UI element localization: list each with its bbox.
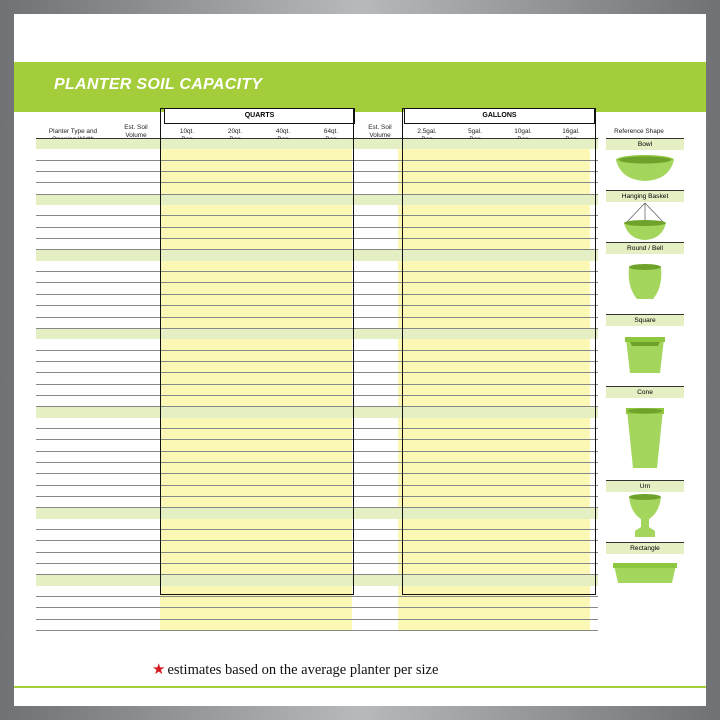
gallons-spacer xyxy=(352,508,398,519)
size-cell xyxy=(36,530,112,541)
size-cell xyxy=(36,586,112,597)
est-quarts-cell xyxy=(112,541,160,552)
size-cell xyxy=(36,339,112,350)
col-reference-shape xyxy=(606,128,672,136)
size-cell xyxy=(36,239,112,250)
est-quarts-cell xyxy=(112,160,160,171)
est-quarts-cell xyxy=(112,149,160,160)
gallon-bag-cell xyxy=(542,608,590,619)
table-row xyxy=(36,608,598,619)
header-line: 10qt. xyxy=(179,128,195,135)
est-gallons-cell xyxy=(352,564,398,575)
est-quarts-cell xyxy=(112,619,160,630)
size-cell xyxy=(36,462,112,473)
quart-bag-cell xyxy=(160,597,208,608)
est-gallons-cell xyxy=(352,552,398,563)
size-cell xyxy=(36,261,112,272)
category-name xyxy=(36,139,160,150)
gallons-spacer xyxy=(352,407,398,418)
header-line: 5gal. xyxy=(468,128,482,135)
quart-bag-cell xyxy=(304,608,352,619)
header-line: Reference Shape xyxy=(614,128,664,135)
est-gallons-cell xyxy=(352,149,398,160)
bowl-planter-icon xyxy=(613,154,677,189)
size-cell xyxy=(36,272,112,283)
shape-label: Round / Bell xyxy=(606,242,684,254)
size-cell xyxy=(36,183,112,194)
category-name xyxy=(36,508,160,519)
cone-planter-icon xyxy=(625,406,665,475)
category-name xyxy=(36,250,160,261)
size-cell xyxy=(36,361,112,372)
gallon-bag-cell xyxy=(446,597,494,608)
table-row xyxy=(36,619,598,630)
size-cell xyxy=(36,216,112,227)
est-quarts-cell xyxy=(112,239,160,250)
header-line: 2.5gal. xyxy=(417,128,437,135)
gallon-bag-cell xyxy=(398,597,446,608)
header-line: Est. Soil xyxy=(124,124,148,131)
est-gallons-cell xyxy=(352,261,398,272)
est-gallons-cell xyxy=(352,172,398,183)
capacity-card xyxy=(14,14,706,706)
gallon-bag-cell xyxy=(494,608,542,619)
quart-bag-cell xyxy=(160,608,208,619)
est-quarts-cell xyxy=(112,564,160,575)
est-quarts-cell xyxy=(112,474,160,485)
est-quarts-cell xyxy=(112,283,160,294)
est-gallons-cell xyxy=(352,160,398,171)
gallons-group-header: GALLONS xyxy=(404,108,595,124)
gallons-spacer xyxy=(352,194,398,205)
rectangle-planter-icon xyxy=(612,561,678,590)
est-quarts-cell xyxy=(112,395,160,406)
header-line: Est. Soil xyxy=(368,124,392,131)
row-end xyxy=(590,608,598,619)
gallons-spacer xyxy=(352,575,398,586)
bell-planter-icon xyxy=(625,263,665,308)
est-quarts-cell xyxy=(112,261,160,272)
header-line: Volume xyxy=(125,132,147,139)
est-quarts-cell xyxy=(112,272,160,283)
est-gallons-cell xyxy=(352,294,398,305)
est-gallons-cell xyxy=(352,485,398,496)
est-gallons-cell xyxy=(352,608,398,619)
size-cell xyxy=(36,160,112,171)
header-line: 16gal. xyxy=(562,128,580,135)
est-gallons-cell xyxy=(352,619,398,630)
gallons-spacer xyxy=(352,250,398,261)
size-cell xyxy=(36,418,112,429)
gallon-bag-cell xyxy=(446,619,494,630)
est-gallons-cell xyxy=(352,361,398,372)
quart-bag-cell xyxy=(208,597,256,608)
est-gallons-cell xyxy=(352,205,398,216)
size-cell xyxy=(36,350,112,361)
est-gallons-cell xyxy=(352,474,398,485)
quart-bag-cell xyxy=(160,619,208,630)
shape-label: Urn xyxy=(606,480,684,492)
est-gallons-cell xyxy=(352,384,398,395)
header-line: 40qt. xyxy=(275,128,291,135)
est-quarts-cell xyxy=(112,462,160,473)
quart-bag-cell xyxy=(256,597,304,608)
gallon-bag-cell xyxy=(542,597,590,608)
size-cell xyxy=(36,428,112,439)
quart-bag-cell xyxy=(256,619,304,630)
size-cell xyxy=(36,440,112,451)
est-gallons-cell xyxy=(352,272,398,283)
size-cell xyxy=(36,294,112,305)
size-cell xyxy=(36,373,112,384)
est-quarts-cell xyxy=(112,361,160,372)
size-cell xyxy=(36,619,112,630)
urn-planter-icon xyxy=(625,493,665,544)
header-line: 10gal. xyxy=(514,128,532,135)
gallon-bag-cell xyxy=(398,619,446,630)
row-end xyxy=(590,619,598,630)
est-gallons-cell xyxy=(352,428,398,439)
size-cell xyxy=(36,497,112,508)
est-gallons-cell xyxy=(352,373,398,384)
size-cell xyxy=(36,172,112,183)
size-cell xyxy=(36,451,112,462)
gallon-bag-cell xyxy=(398,608,446,619)
size-cell xyxy=(36,608,112,619)
est-gallons-cell xyxy=(352,339,398,350)
quart-bag-cell xyxy=(304,597,352,608)
est-quarts-cell xyxy=(112,497,160,508)
quart-bag-cell xyxy=(304,619,352,630)
size-cell xyxy=(36,149,112,160)
est-gallons-cell xyxy=(352,519,398,530)
est-gallons-cell xyxy=(352,530,398,541)
shape-label: Square xyxy=(606,314,684,326)
header-line: Planter Type and xyxy=(48,128,98,135)
est-quarts-cell xyxy=(112,350,160,361)
gallons-group-box xyxy=(402,108,596,595)
est-quarts-cell xyxy=(112,172,160,183)
est-quarts-cell xyxy=(112,205,160,216)
category-name xyxy=(36,194,160,205)
est-gallons-cell xyxy=(352,541,398,552)
est-gallons-cell xyxy=(352,227,398,238)
gallon-bag-cell xyxy=(542,619,590,630)
est-quarts-cell xyxy=(112,586,160,597)
est-quarts-cell xyxy=(112,227,160,238)
est-gallons-cell xyxy=(352,497,398,508)
est-quarts-cell xyxy=(112,384,160,395)
est-gallons-cell xyxy=(352,418,398,429)
size-cell xyxy=(36,395,112,406)
est-gallons-cell xyxy=(352,586,398,597)
square-planter-icon xyxy=(624,335,666,380)
size-cell xyxy=(36,552,112,563)
est-quarts-cell xyxy=(112,418,160,429)
size-cell xyxy=(36,306,112,317)
est-quarts-cell xyxy=(112,216,160,227)
shape-label: Cone xyxy=(606,386,684,398)
est-quarts-cell xyxy=(112,530,160,541)
est-gallons-cell xyxy=(352,451,398,462)
est-quarts-cell xyxy=(112,306,160,317)
shape-label: Rectangle xyxy=(606,542,684,554)
est-quarts-cell xyxy=(112,597,160,608)
gallon-bag-cell xyxy=(494,619,542,630)
quart-bag-cell xyxy=(208,619,256,630)
page-title: PLANTER SOIL CAPACITY xyxy=(54,76,263,93)
size-cell xyxy=(36,597,112,608)
est-quarts-cell xyxy=(112,317,160,328)
size-cell xyxy=(36,205,112,216)
title-banner xyxy=(14,62,706,112)
size-cell xyxy=(36,227,112,238)
est-gallons-cell xyxy=(352,440,398,451)
star-icon: ★ xyxy=(152,662,166,678)
size-cell xyxy=(36,519,112,530)
category-name xyxy=(36,575,160,586)
header-line: Volume xyxy=(369,132,391,139)
gallon-bag-cell xyxy=(446,608,494,619)
est-quarts-cell xyxy=(112,373,160,384)
est-gallons-cell xyxy=(352,306,398,317)
bottom-rule xyxy=(14,686,706,688)
est-quarts-cell xyxy=(112,440,160,451)
est-gallons-cell xyxy=(352,395,398,406)
size-cell xyxy=(36,474,112,485)
size-cell xyxy=(36,485,112,496)
quart-bag-cell xyxy=(208,608,256,619)
size-cell xyxy=(36,317,112,328)
table-row xyxy=(36,597,598,608)
est-quarts-cell xyxy=(112,519,160,530)
est-gallons-cell xyxy=(352,597,398,608)
size-cell xyxy=(36,564,112,575)
quart-bag-cell xyxy=(256,608,304,619)
category-name xyxy=(36,407,160,418)
size-cell xyxy=(36,384,112,395)
est-gallons-cell xyxy=(352,183,398,194)
category-name xyxy=(36,328,160,339)
footnote-text: estimates based on the average planter per size xyxy=(167,662,439,678)
est-gallons-cell xyxy=(352,216,398,227)
est-gallons-cell xyxy=(352,317,398,328)
shape-label: Bowl xyxy=(606,138,684,150)
shape-label: Hanging Basket xyxy=(606,190,684,202)
est-quarts-cell xyxy=(112,451,160,462)
quarts-group-box xyxy=(160,108,354,595)
est-quarts-cell xyxy=(112,608,160,619)
est-quarts-cell xyxy=(112,485,160,496)
est-quarts-cell xyxy=(112,339,160,350)
est-gallons-cell xyxy=(352,239,398,250)
gallon-bag-cell xyxy=(494,597,542,608)
quarts-group-header: QUARTS xyxy=(164,108,355,124)
est-quarts-cell xyxy=(112,183,160,194)
header-line: 64qt. xyxy=(323,128,339,135)
gallons-spacer xyxy=(352,139,398,150)
row-end xyxy=(590,597,598,608)
est-gallons-cell xyxy=(352,350,398,361)
size-cell xyxy=(36,283,112,294)
gallons-spacer xyxy=(352,328,398,339)
footnote xyxy=(152,660,438,679)
est-gallons-cell xyxy=(352,283,398,294)
est-quarts-cell xyxy=(112,428,160,439)
est-quarts-cell xyxy=(112,294,160,305)
size-cell xyxy=(36,541,112,552)
header-line: 20qt. xyxy=(227,128,243,135)
est-gallons-cell xyxy=(352,462,398,473)
est-quarts-cell xyxy=(112,552,160,563)
